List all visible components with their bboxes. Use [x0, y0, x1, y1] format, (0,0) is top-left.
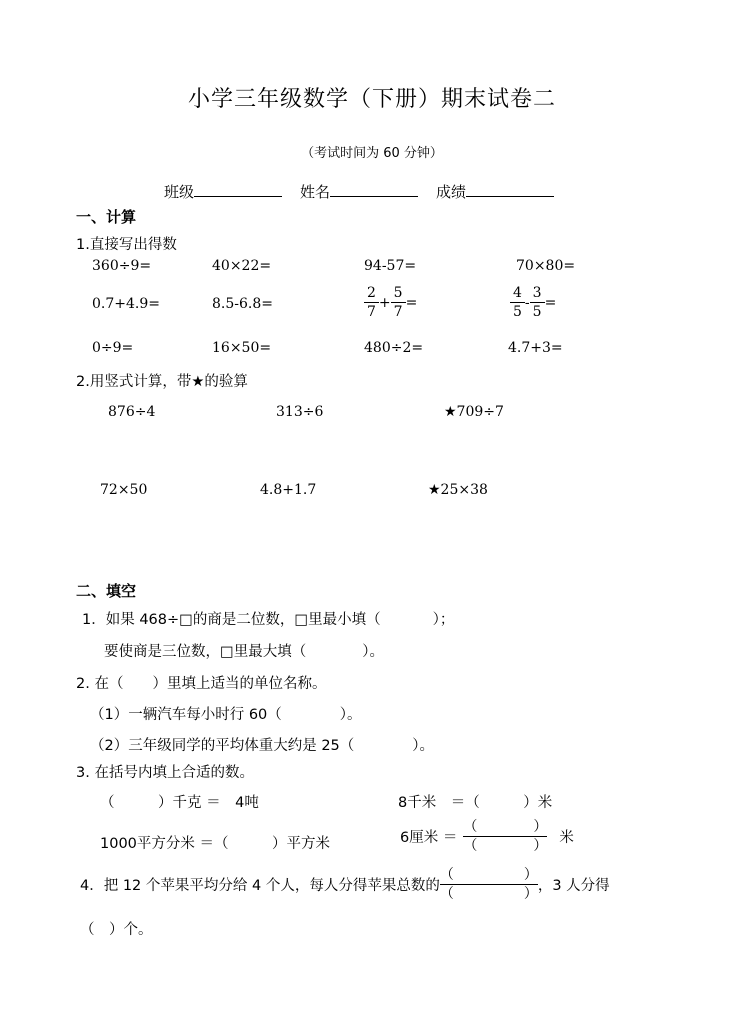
fill-question-3: 3. 在括号内填上合适的数。: [76, 765, 254, 781]
vertical-calc-item: ★25×38: [428, 482, 488, 498]
q2-label: 2.用竖式计算，带★的验算: [76, 374, 248, 390]
score-field[interactable]: [436, 181, 554, 202]
fraction-blank[interactable]: $\frac{( )}{( )}$: [463, 819, 548, 854]
fraction-sum: [364, 286, 417, 319]
operator: +: [378, 294, 391, 311]
calc-item: 4.7+3=: [508, 340, 563, 356]
class-label: 班级: [164, 183, 195, 201]
name-blank[interactable]: [330, 182, 418, 197]
vertical-calc-item: ★709÷7: [444, 404, 504, 420]
fraction-blank[interactable]: $\frac{( )}{( )}$: [439, 867, 538, 902]
vertical-calc-item: 72×50: [100, 482, 148, 498]
calc-item: 360÷9=: [92, 258, 152, 274]
fill-question-4: 4．把 12 个苹果平均分给 4 个人，每人分得苹果总数的 $\frac{( )}{( )}$ ，3 人分得: [80, 867, 610, 902]
square-box-icon: □: [294, 612, 309, 628]
page-title: 小学三年级数学（下册）期末试卷二: [187, 87, 556, 112]
calc-item: 0÷9=: [92, 340, 134, 356]
name-label: 姓名: [300, 183, 331, 201]
calc-item: 40×22=: [212, 258, 272, 274]
name-field[interactable]: [300, 181, 418, 202]
section2-heading: 二、填空: [76, 582, 137, 600]
calc-item: 480÷2=: [364, 340, 424, 356]
calc-item: 8.5-6.8=: [212, 296, 273, 312]
fill-question-3d[interactable]: 6厘米 ＝ $\frac{( )}{( )}$ 米: [400, 819, 574, 854]
equals-sign: =: [405, 294, 418, 311]
class-blank[interactable]: [194, 182, 282, 197]
fraction-difference: [510, 286, 556, 319]
calc-item: 70×80=: [516, 258, 576, 274]
exam-duration: （考试时间为 60 分钟）: [301, 146, 443, 161]
fill-question-3b[interactable]: 8千米 ＝（ ）米: [398, 795, 553, 811]
calc-item: 94-57=: [364, 258, 417, 274]
square-box-icon: □: [220, 644, 234, 660]
score-label: 成绩: [436, 183, 467, 201]
fill-question-2-sub1[interactable]: （1）一辆汽车每小时行 60（ ）。: [90, 707, 362, 723]
fill-question-2: 2. 在（ ）里填上适当的单位名称。: [76, 676, 327, 692]
section1-heading: 一、计算: [76, 208, 137, 226]
operator: -: [524, 294, 530, 311]
class-field[interactable]: [164, 181, 282, 202]
score-blank[interactable]: [466, 182, 554, 197]
equals-sign: =: [544, 294, 557, 311]
fill-question-2-sub2[interactable]: （2）三年级同学的平均体重大约是 25（ ）。: [90, 738, 435, 754]
fraction: $\frac{3}{5}$: [530, 286, 545, 319]
fraction: $\frac{2}{7}$: [364, 286, 379, 319]
square-box-icon: □: [179, 612, 193, 628]
vertical-calc-item: 313÷6: [276, 404, 324, 420]
vertical-calc-item: 4.8+1.7: [260, 482, 317, 498]
fraction: $\frac{4}{5}$: [510, 286, 525, 319]
fill-question-1-part2: 要使商是三位数，□里最大填（ ）。: [104, 644, 384, 660]
q1-label: 1.直接写出得数: [76, 237, 177, 253]
fill-question-3a[interactable]: （ ）千克 ＝ 4吨: [100, 795, 259, 811]
calc-item: 16×50=: [212, 340, 272, 356]
fill-question-3c[interactable]: 1000平方分米 ＝（ ）平方米: [100, 836, 331, 852]
vertical-calc-item: 876÷4: [108, 404, 156, 420]
fraction: $\frac{5}{7}$: [391, 286, 406, 319]
fill-question-4-cont[interactable]: （ ）个。: [80, 922, 153, 938]
calc-item: 0.7+4.9=: [92, 296, 160, 312]
fill-question-1: 1．如果 468÷□的商是二位数，□里最小填（ ）；: [82, 612, 455, 628]
